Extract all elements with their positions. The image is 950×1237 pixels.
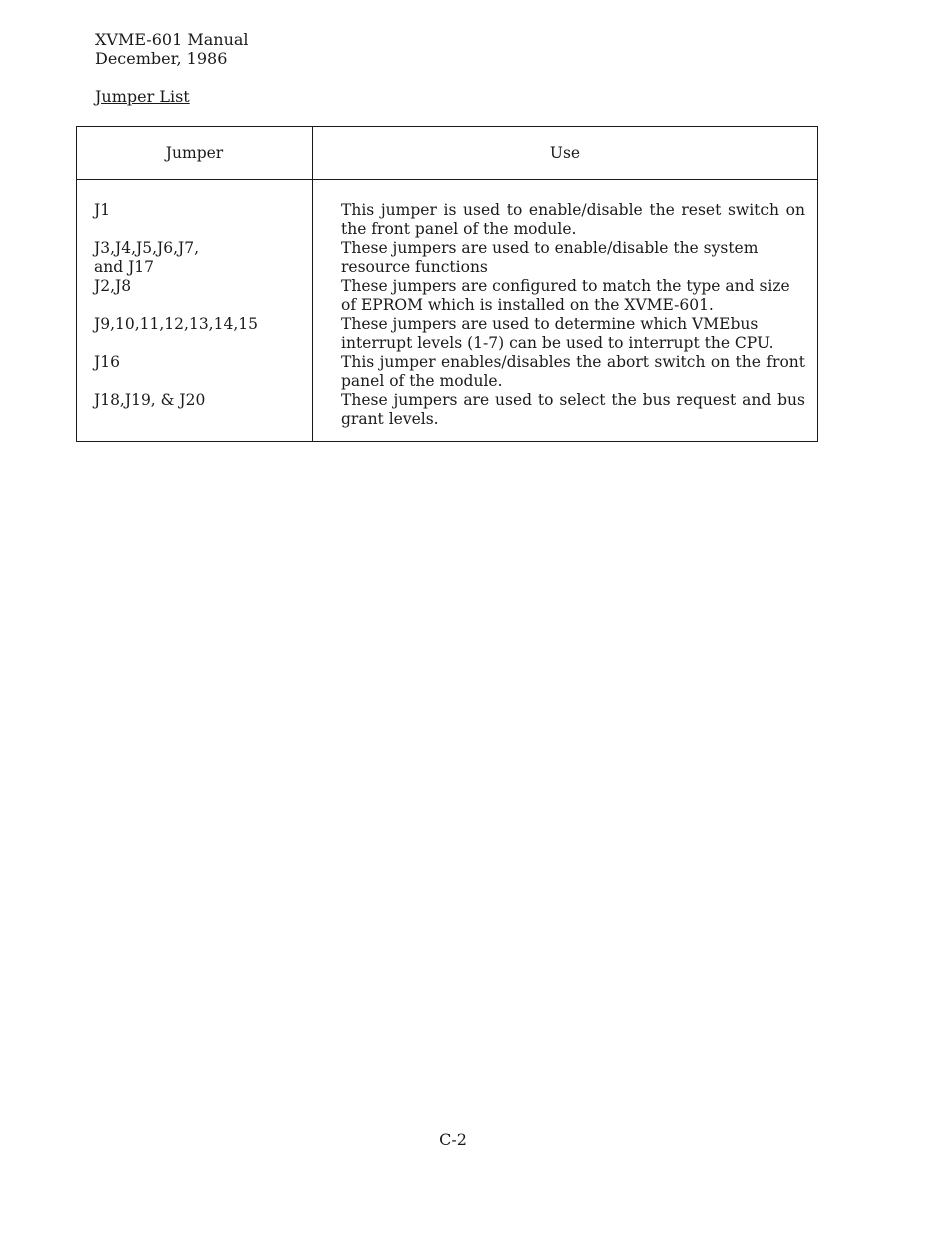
jumper-use: These jumpers are used to select the bus request and bus grant levels. — [341, 391, 805, 428]
jumper-use: This jumper is used to enable/disable the reset switch on the front panel of the module. — [341, 201, 805, 238]
jumper-id: J2,J8 — [94, 277, 132, 295]
jumper-id: J18,J19, & J20 — [94, 391, 206, 409]
table-header-row — [77, 127, 818, 180]
table-row — [77, 239, 818, 277]
use-cell — [313, 277, 818, 315]
section-title: Jumper List — [95, 87, 190, 106]
jumper-cell — [77, 315, 313, 353]
column-header-jumper: Jumper — [77, 127, 313, 180]
use-cell — [313, 180, 818, 240]
jumper-table — [76, 126, 818, 442]
use-cell — [313, 239, 818, 277]
jumper-use: This jumper enables/disables the abort switch on the front panel of the module. — [341, 353, 805, 390]
manual-date: December, 1986 — [95, 49, 228, 68]
jumper-cell — [77, 277, 313, 315]
page-number: C-2 — [439, 1130, 467, 1149]
jumper-use: These jumpers are used to enable/disable the system resource functions — [341, 239, 759, 276]
jumper-id: J3,J4,J5,J6,J7, and J17 — [94, 239, 200, 276]
jumper-use: These jumpers are used to determine which VMEbus interrupt levels (1-7) can be used to interrupt the CPU. — [341, 315, 774, 352]
column-header-use: Use — [313, 127, 818, 180]
table-row — [77, 315, 818, 353]
use-cell — [313, 315, 818, 353]
jumper-cell — [77, 353, 313, 391]
jumper-cell — [77, 239, 313, 277]
jumper-id: J16 — [94, 353, 120, 371]
table-row — [77, 391, 818, 442]
jumper-id: J9,10,11,12,13,14,15 — [94, 315, 258, 333]
manual-title: XVME-601 Manual — [95, 30, 249, 49]
jumper-cell — [77, 180, 313, 240]
jumper-cell — [77, 391, 313, 442]
table-row — [77, 180, 818, 240]
use-cell — [313, 353, 818, 391]
use-cell — [313, 391, 818, 442]
table-row — [77, 353, 818, 391]
document-header — [95, 30, 249, 68]
table-row — [77, 277, 818, 315]
jumper-use: These jumpers are configured to match the type and size of EPROM which is installed on the XVME-601. — [341, 277, 790, 314]
jumper-id: J1 — [94, 201, 111, 219]
